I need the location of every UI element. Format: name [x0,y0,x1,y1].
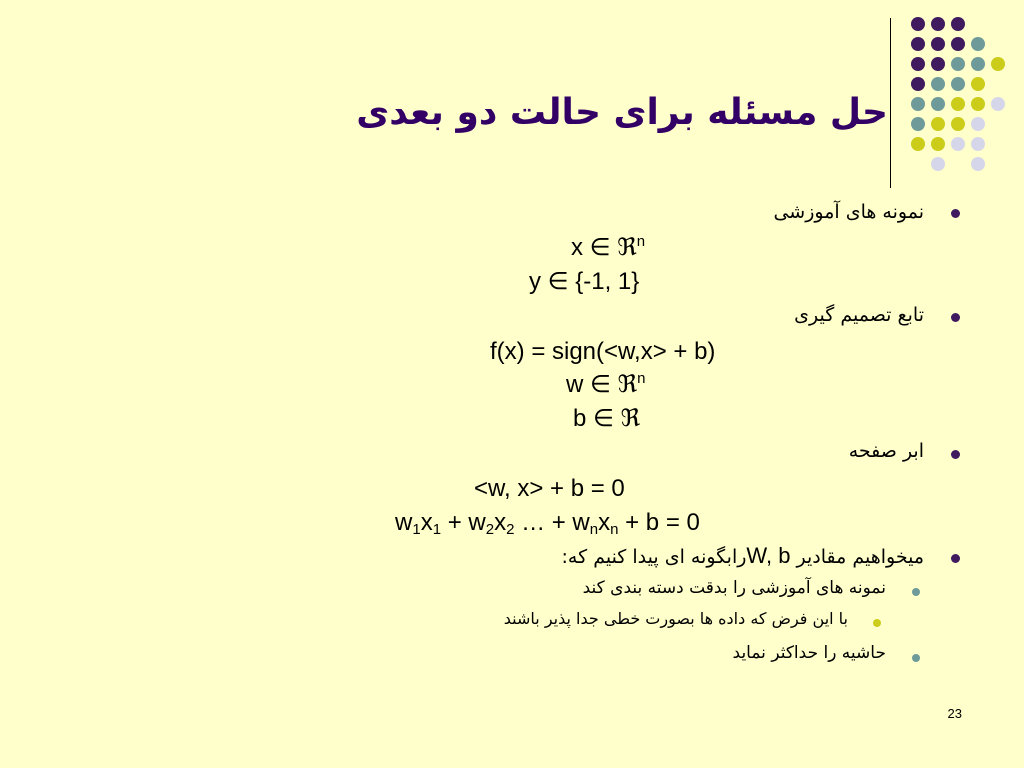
decorative-dot [951,137,965,151]
bullet-icon [951,209,960,218]
decorative-dot [951,117,965,131]
bullet-training-samples: نمونه های آموزشی [773,201,924,223]
bullet-icon [912,588,920,596]
decorative-dot [971,117,985,131]
decorative-dot [931,77,945,91]
decorative-dot [911,97,925,111]
bullet-icon [951,554,960,563]
decorative-dot [951,77,965,91]
slide-title: حل مسئله برای حالت دو بعدی [356,92,888,133]
decorative-dot [951,37,965,51]
bullet-icon [912,654,920,662]
decorative-dot [911,37,925,51]
decorative-dot [931,117,945,131]
decorative-dot [991,57,1005,71]
sub-bullet-classify: نمونه های آموزشی را بدقت دسته بندی کند [582,578,886,598]
hyperplane-equation: <w, x> + b = 0 [474,475,625,502]
decorative-dot [931,137,945,151]
bullet-hyperplane: ابر صفحه [848,440,924,462]
decorative-dot [991,97,1005,111]
decorative-dot [951,57,965,71]
decorative-dot [971,77,985,91]
y-domain: y ∈ {-1, 1} [529,268,640,295]
decorative-dot [931,17,945,31]
decorative-dot [931,37,945,51]
bullet-icon [951,450,960,459]
bullet-goal: میخواهیم مقادیر W, bرابگونه ای پیدا کنیم که: [561,543,924,568]
bullet-icon [951,313,960,322]
decorative-dot [951,17,965,31]
decision-function: f(x) = sign(<w,x> + b) [490,338,716,365]
title-divider-line [890,18,891,188]
bullet-icon [873,619,881,627]
decorative-dot [911,117,925,131]
decorative-dot [931,97,945,111]
b-domain: b ∈ ℜ [573,405,641,432]
decorative-dot [971,57,985,71]
decorative-dot [911,77,925,91]
decorative-dot [971,37,985,51]
decorative-dot [971,157,985,171]
sub-sub-bullet-assumption: با این فرض که داده ها بصورت خطی جدا پذیر باشند [503,609,848,628]
decorative-dot [911,137,925,151]
decorative-dot [911,17,925,31]
decorative-dot [971,97,985,111]
sub-bullet-margin: حاشیه را حداکثر نماید [732,643,886,663]
decorative-dot [971,137,985,151]
w-domain: w ∈ ℜ$^n$ [566,370,646,398]
page-number: 23 [947,706,962,721]
decorative-dot [931,157,945,171]
decorative-dot [931,57,945,71]
decorative-dot [951,97,965,111]
bullet-decision-function: تابع تصمیم گیری [794,304,924,326]
hyperplane-expanded: $w_1x_1 + w_2x_2$ … + $w_nx_n + b = 0$ [395,509,700,538]
decorative-dot [911,57,925,71]
x-domain: x ∈ ℜ$^n$ [571,233,646,261]
